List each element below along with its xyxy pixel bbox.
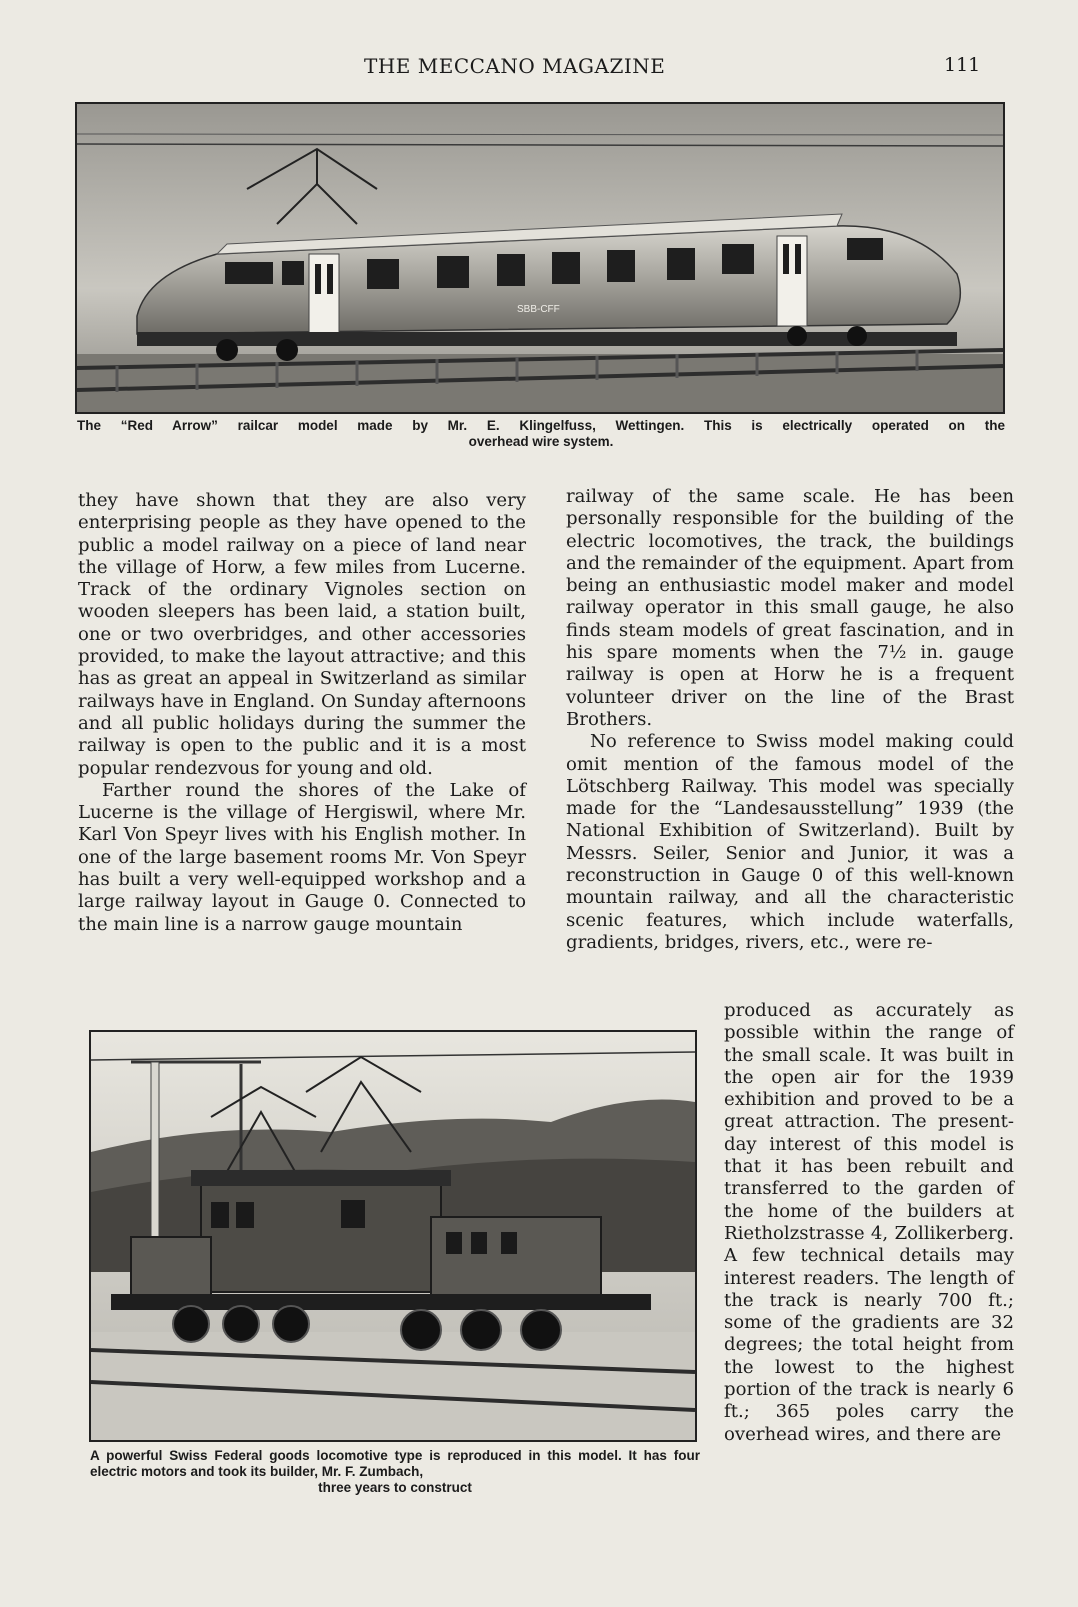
railcar-caption — [77, 418, 1005, 450]
railcar-caption-text: The “Red Arrow” railcar model made by Mr. E. Klingelfuss, Wettingen. This is electrically operated on the — [77, 418, 1005, 433]
left-paragraph-1: they have shown that they are also very enterprising people as they have opened to the public a model railway on a piece of land near the village of Horw, a few miles from Lucerne. Track of the ordinary Vignoles section on wooden sleepers has been laid, a station built, one or two overbridges, and other accessories provided, to make the layout attractive; and this has as great an appeal in Switzerland as similar railways have in England. On Sunday afternoons and all public holidays during the summer the railway is open to the public and it is a most popular rendezvous for young and old. — [78, 490, 526, 779]
right-column-continued — [724, 1000, 1014, 1446]
locomotive-photo — [89, 1030, 697, 1442]
right-paragraph-2-continued: produced as accurately as possible within the range of the small scale. It was built in the open air for the 1939 exhibition and proved to be a great attraction. The present-day interest of this model is that it has been rebuilt and transferred to the garden of the home of the builders at Rietholzstrasse 4, Zollikerberg. A few technical details may interest readers. The length of the track is nearly 700 ft.; some of the gradients are 32 degrees; the total height from the lowest to the highest portion of the track is nearly 6 ft.; 365 poles carry the overhead wires, and there are — [724, 1000, 1014, 1445]
right-paragraph-2: No reference to Swiss model making could omit mention of the famous model of the Lötschberg Railway. This model was specially made for the “Landesausstellung” 1939 (the National Exhibition of Switzerland). Built by Messrs. Seiler, Senior and Junior, it was a reconstruction in Gauge 0 of this well-known mountain railway, and all the characteristic scenic features, which include waterfalls, gradients, bridges, rivers, etc., were re- — [566, 731, 1014, 953]
railcar-photo — [75, 102, 1005, 414]
right-column — [566, 486, 1014, 954]
locomotive-illustration — [91, 1032, 695, 1440]
magazine-title: THE MECCANO MAGAZINE — [364, 54, 666, 78]
page-number: 111 — [944, 54, 981, 76]
railcar-illustration — [77, 104, 1003, 412]
locomotive-caption-text: A powerful Swiss Federal goods locomotive type is reproduced in this model. It has four electric motors and took its builder, Mr. F. Zumbach, — [90, 1448, 700, 1479]
page-header — [0, 52, 1078, 82]
railcar-caption-end: overhead wire system. — [468, 434, 614, 449]
locomotive-caption — [90, 1448, 700, 1496]
left-column — [78, 490, 526, 936]
right-paragraph-1: railway of the same scale. He has been personally responsible for the building of the electric locomotives, the track, the buildings and the remainder of the equipment. Apart from being an enthusiastic model maker and model railway operator in this small gauge, he also finds steam models of great fascination, and in his spare moments when the 7½ in. gauge railway is open at Horw he is a frequent volunteer driver on the line of the Brast Brothers. — [566, 486, 1014, 730]
locomotive-caption-end: three years to construct — [318, 1480, 472, 1495]
railcar-side-number: SBB-CFF — [517, 304, 560, 315]
left-paragraph-2: Farther round the shores of the Lake of Lucerne is the village of Hergiswil, where Mr. Karl Von Speyr lives with his English mother. In one of the large basement rooms Mr. Von Speyr has built a very well-equipped workshop and a large railway layout in Gauge 0. Connected to the main line is a narrow gauge mountain — [78, 779, 526, 935]
